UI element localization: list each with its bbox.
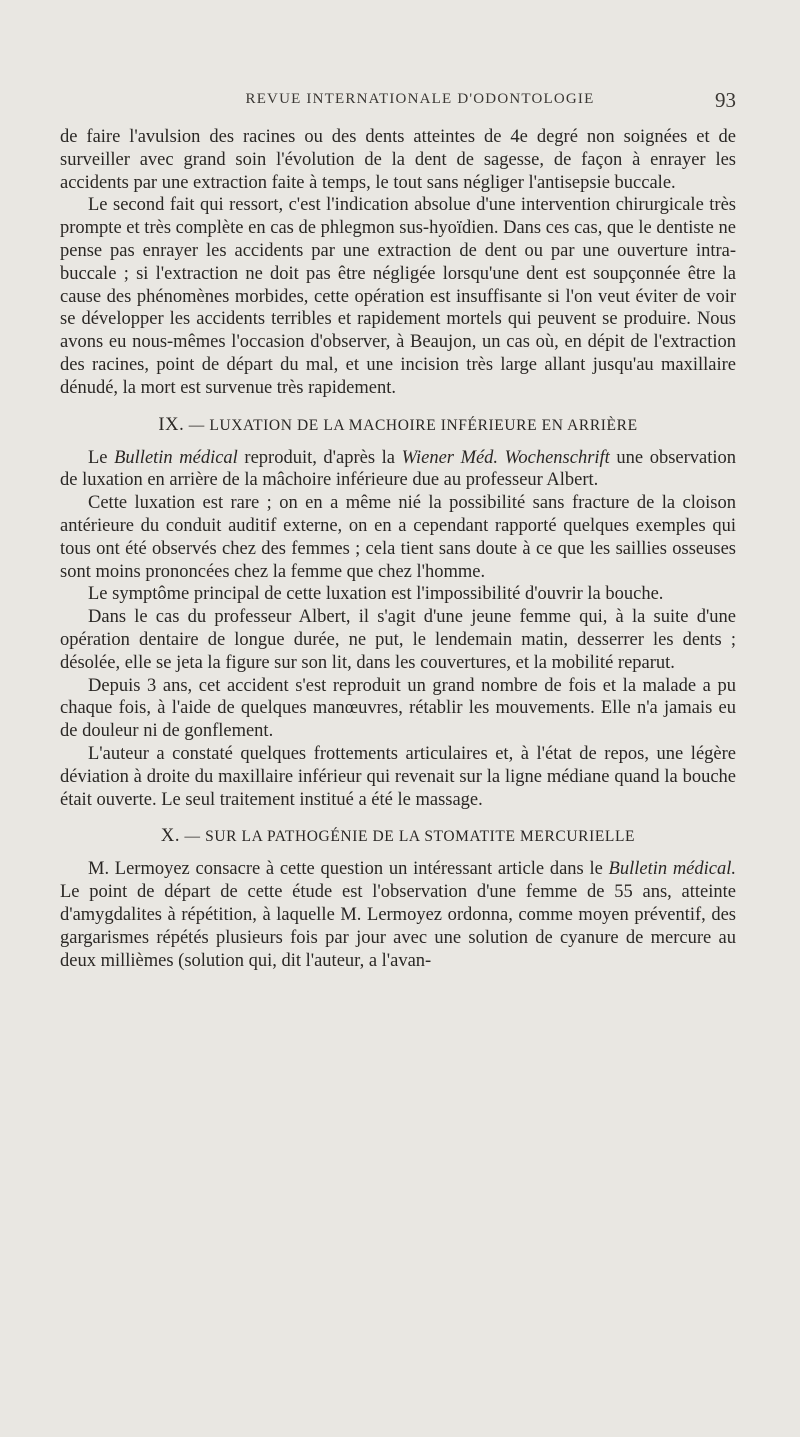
text-run: Le point de départ de cette étude est l'observation d'une femme de 55 ans, atteinte d'amygdalites à répétition, à laquelle M. Lermoyez ordonna, comme moyen préventif, des gargarismes répétés plusieurs fois par jour avec une solution de cyanure de mercure au deux millièmes (solution qui, dit l'auteur, a l'avan- [60, 882, 736, 971]
paragraph: Cette luxation est rare ; on en a même nié la possibilité sans fracture de la cloison antérieure du conduit auditif externe, on en a cependant rapporté quelques exemples qui tous ont été observés chez des femmes ; cela tient sans doute à ce que les saillies osseuses sont moins prononcées chez la femme que chez l'homme. [60, 493, 736, 582]
text-run: reproduit, d'après la [237, 447, 402, 468]
section-title: — LUXATION DE LA MACHOIRE INFÉRIEURE EN ARRIÈRE [188, 416, 638, 434]
section-heading-ix [60, 414, 736, 437]
section-number: IX. [158, 414, 185, 435]
paragraph: de faire l'avulsion des racines ou des dents atteintes de 4e degré non soignées et de surveiller avec grand soin l'évolution de la dent de sagesse, de façon à enrayer les accidents par une extraction faite à temps, le tout sans négliger l'antisepsie buccale. [60, 127, 736, 193]
page-header [60, 88, 736, 118]
journal-title: Bulletin médical. [608, 859, 737, 880]
text-run: M. Lermoyez consacre à cette question un intéressant article dans le [88, 859, 609, 880]
section-number: X. [160, 826, 181, 847]
journal-title: Bulletin médical [114, 447, 238, 468]
paragraph: L'auteur a constaté quelques frottements articulaires et, à l'état de repos, une légère déviation à droite du maxillaire inférieur qui revenait sur la ligne médiane quand la bouche était ouverte. Le seul traitement institué a été le massage. [60, 743, 736, 810]
paragraph: Depuis 3 ans, cet accident s'est reproduit un grand nombre de fois et la malade a pu chaque fois, à l'aide de quelques manœuvres, rétablir les mouvements. Elle n'a jamais eu de douleur ni de gonflement. [60, 675, 736, 742]
paragraph: Dans le cas du professeur Albert, il s'agit d'une jeune femme qui, à la suite d'une opération dentaire de longue durée, ne put, le lendemain matin, desserrer les dents ; désolée, elle se jeta la figure sur son lit, dans les couvertures, et la mobilité reparut. [60, 607, 736, 673]
text-run: Le [88, 447, 115, 468]
section-title: — SUR LA PATHOGÉNIE DE LA STOMATITE MERCURIELLE [184, 828, 636, 846]
paragraph: Le symptôme principal de cette luxation est l'impossibilité d'ouvrir la bouche. [88, 584, 664, 605]
running-head: REVUE INTERNATIONALE D'ODONTOLOGIE [245, 91, 595, 107]
text-run: une observation de luxation en arrière de la mâchoire inférieure due au professeur Albert. [60, 447, 737, 491]
paragraph [60, 447, 736, 493]
journal-title: Wiener Méd. Wochenschrift [401, 447, 610, 468]
page-number: 93 [715, 88, 736, 112]
paragraph: Le second fait qui ressort, c'est l'indication absolue d'une intervention chirurgicale très prompte et très complète en cas de phlegmon sus-hyoïdien. Dans ces cas, que le dentiste ne pense pas enrayer les accidents par une extraction de dent ou par une ouverture intra-buccale ; si l'extraction ne doit pas être négligée lorsqu'une dent est soupçonnée être la cause des phénomènes morbides, cette opération est insuffisante si l'on veut éviter de voir se développer les accidents terribles et rapidement mortels qui peuvent se produire. Nous avons eu nous-mêmes l'occasion d'observer, à Beaujon, un cas où, en dépit de l'extraction des racines, point de départ du mal, et une incision très large allant jusqu'au maxillaire dénudé, la mort est survenue très rapidement. [60, 195, 736, 398]
paragraph [60, 858, 736, 972]
article-body [60, 126, 736, 972]
section-heading-x [60, 825, 736, 848]
